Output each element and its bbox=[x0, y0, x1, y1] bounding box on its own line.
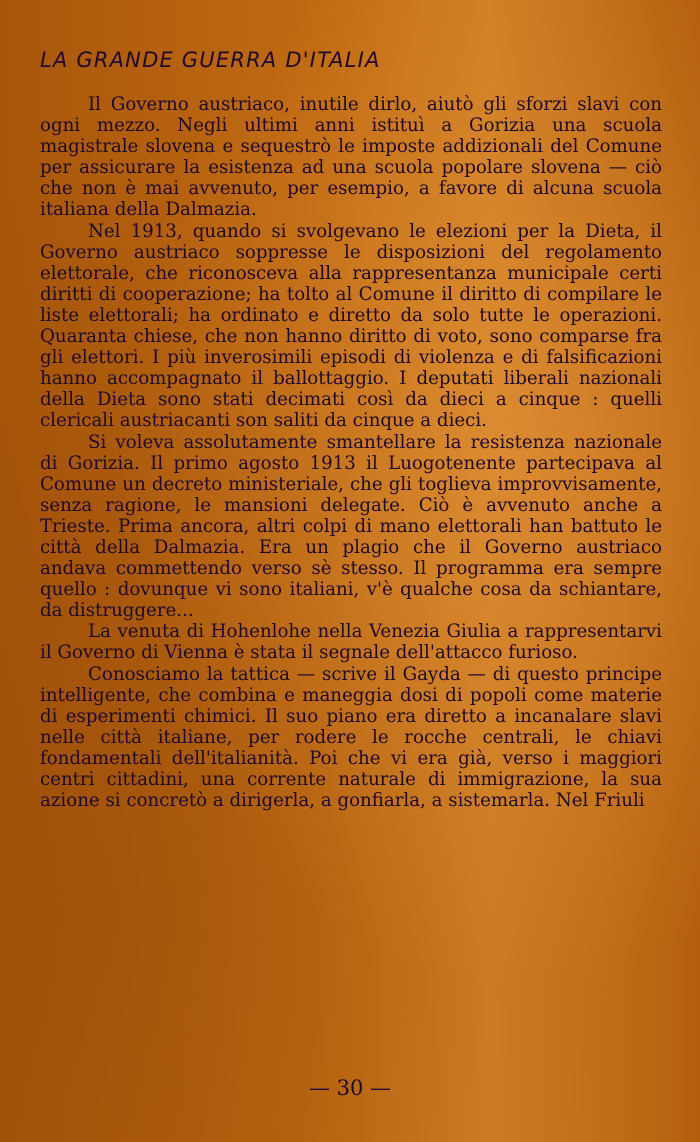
running-title: LA GRANDE GUERRA D'ITALIA bbox=[40, 48, 381, 72]
paragraph-4: La venuta di Hohenlohe nella Venezia Giulia a rappresentarvi il Governo di Vienna è stata il segnale dell'attacco furioso. bbox=[40, 621, 662, 664]
page-number: — 30 — bbox=[308, 1076, 392, 1100]
body-text bbox=[40, 94, 662, 811]
paragraph-1: Il Governo austriaco, inutile dirlo, aiutò gli sforzi slavi con ogni mezzo. Negli ultimi anni istituì a Gorizia una scuola magistrale slovena e sequestrò le imposte addizionali del Comune per assicurare la esistenza ad una scuola popolare slovena — ciò che non è mai avvenuto, per esempio, a favore di alcuna scuola italiana della Dalmazia. bbox=[40, 94, 662, 221]
paragraph-2: Nel 1913, quando si svolgevano le elezioni per la Dieta, il Governo austriaco soppresse le disposizioni del regolamento elettorale, che riconosceva alla rappresentanza municipale certi diritti di cooperazione; ha tolto al Comune il diritto di compilare le liste elettorali; ha ordinato e diretto da solo tutte le operazioni. Quaranta chiese, che non hanno diritto di voto, sono comparse fra gli elettori. I più inverosimili episodi di violenza e di falsificazioni hanno accompagnato il ballottaggio. I deputati liberali nazionali della Dieta sono stati decimati così da dieci a cinque : quelli clericali austriacanti son saliti da cinque a dieci. bbox=[40, 220, 662, 432]
paragraph-5: Conosciamo la tattica — scrive il Gayda — di questo principe intelligente, che combina e maneggia dosi di popoli come materie di esperimenti chimici. Il suo piano era diretto a incanalare slavi nelle città italiane, per rodere le rocche centrali, le chiavi fondamentali dell'italianità. Poi che vi era già, verso i maggiori centri cittadini, una corrente naturale di immigrazione, la sua azione si concretò a dirigerla, a gonfiarla, a sistemarla. Nel Friuli bbox=[40, 663, 662, 812]
paragraph-3: Si voleva assolutamente smantellare la resistenza nazionale di Gorizia. Il primo agosto 1913 il Luogotenente partecipava al Comune un decreto ministeriale, che gli toglieva improvvisamente, senza ragione, le mansioni delegate. Ciò è avvenuto anche a Trieste. Prima ancora, altri colpi di mano elettorali han battuto le città della Dalmazia. Era un plagio che il Governo austriaco andava commettendo verso sè stesso. Il programma era sempre quello : dovunque vi sono italiani, v'è qualche cosa da schiantare, da distruggere... bbox=[40, 431, 662, 622]
